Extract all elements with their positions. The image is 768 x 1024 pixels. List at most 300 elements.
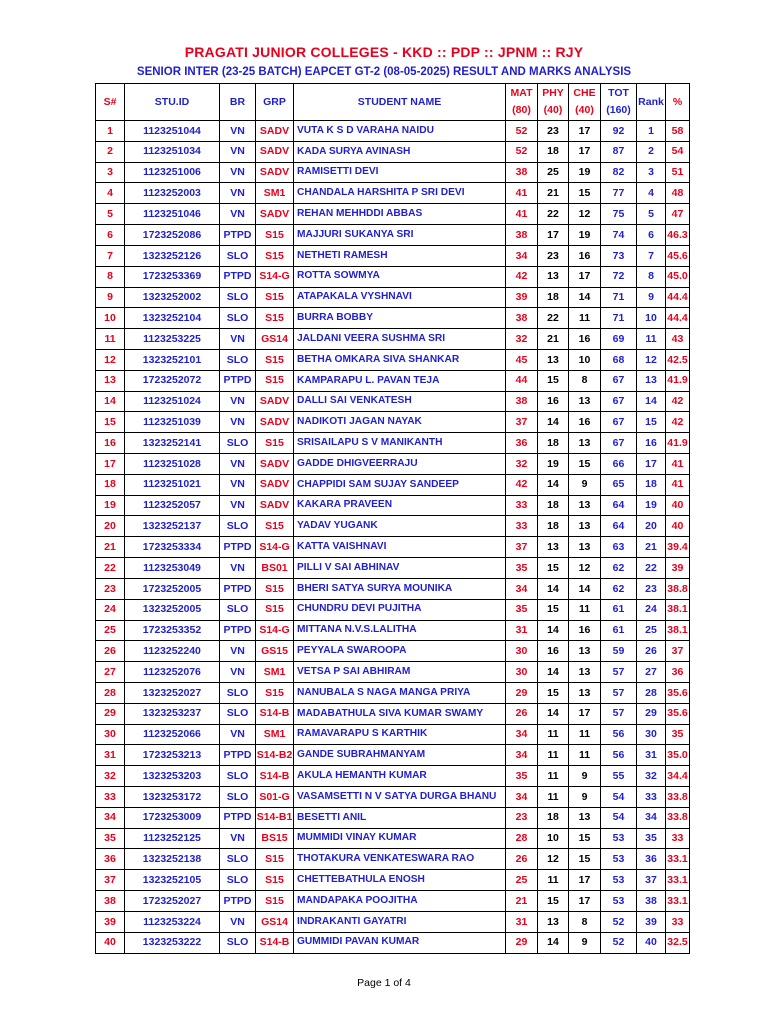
table-row — [96, 537, 690, 558]
cell-tot: 73 — [601, 245, 637, 266]
cell-tot: 71 — [601, 308, 637, 329]
col-header-grp: GRP — [256, 84, 294, 121]
cell-pct: 47 — [666, 204, 690, 225]
cell-group: GS15 — [256, 641, 294, 662]
cell-student-name: PEYYALA SWAROOPA — [294, 641, 506, 662]
cell-group: S01-G — [256, 787, 294, 808]
table-row — [96, 412, 690, 433]
cell-stuid: 1723253009 — [125, 807, 220, 828]
cell-tot: 72 — [601, 266, 637, 287]
cell-mat: 32 — [506, 329, 538, 350]
cell-phy: 11 — [538, 724, 569, 745]
table-row — [96, 516, 690, 537]
cell-sno: 26 — [96, 641, 125, 662]
cell-tot: 87 — [601, 141, 637, 162]
cell-sno: 25 — [96, 620, 125, 641]
cell-stuid: 1323253203 — [125, 766, 220, 787]
cell-sno: 9 — [96, 287, 125, 308]
cell-mat: 38 — [506, 162, 538, 183]
cell-phy: 21 — [538, 329, 569, 350]
table-row — [96, 724, 690, 745]
cell-tot: 82 — [601, 162, 637, 183]
cell-tot: 62 — [601, 578, 637, 599]
cell-mat: 28 — [506, 828, 538, 849]
cell-mat: 34 — [506, 245, 538, 266]
col-header-che-label: CHE — [573, 87, 596, 99]
cell-student-name: REHAN MEHHDDI ABBAS — [294, 204, 506, 225]
cell-rank: 16 — [637, 433, 666, 454]
cell-phy: 18 — [538, 141, 569, 162]
cell-sno: 28 — [96, 682, 125, 703]
cell-che: 16 — [569, 329, 601, 350]
cell-pct: 42.5 — [666, 349, 690, 370]
col-header-phy-max: (40) — [543, 104, 563, 116]
cell-phy: 10 — [538, 828, 569, 849]
table-row — [96, 433, 690, 454]
cell-rank: 28 — [637, 682, 666, 703]
cell-rank: 9 — [637, 287, 666, 308]
cell-phy: 18 — [538, 516, 569, 537]
cell-che: 17 — [569, 703, 601, 724]
cell-student-name: VASAMSETTI N V SATYA DURGA BHANU — [294, 787, 506, 808]
cell-pct: 45.0 — [666, 266, 690, 287]
col-header-tot-label: TOT — [608, 87, 629, 99]
cell-group: SADV — [256, 391, 294, 412]
table-body — [96, 121, 690, 954]
cell-phy: 11 — [538, 787, 569, 808]
cell-phy: 18 — [538, 807, 569, 828]
cell-mat: 34 — [506, 787, 538, 808]
cell-tot: 74 — [601, 225, 637, 246]
cell-mat: 26 — [506, 703, 538, 724]
cell-mat: 37 — [506, 537, 538, 558]
cell-rank: 23 — [637, 578, 666, 599]
cell-mat: 25 — [506, 870, 538, 891]
cell-tot: 64 — [601, 516, 637, 537]
cell-student-name: CHAPPIDI SAM SUJAY SANDEEP — [294, 474, 506, 495]
cell-rank: 22 — [637, 558, 666, 579]
cell-student-name: CHETTEBATHULA ENOSH — [294, 870, 506, 891]
cell-branch: SLO — [220, 349, 256, 370]
cell-branch: VN — [220, 495, 256, 516]
cell-stuid: 1123251044 — [125, 121, 220, 142]
cell-mat: 29 — [506, 682, 538, 703]
cell-student-name: VUTA K S D VARAHA NAIDU — [294, 121, 506, 142]
cell-stuid: 1723252086 — [125, 225, 220, 246]
cell-branch: SLO — [220, 703, 256, 724]
cell-group: S14-G — [256, 537, 294, 558]
cell-che: 15 — [569, 849, 601, 870]
cell-mat: 30 — [506, 662, 538, 683]
cell-phy: 15 — [538, 370, 569, 391]
cell-stuid: 1723252072 — [125, 370, 220, 391]
cell-sno: 14 — [96, 391, 125, 412]
table-row — [96, 620, 690, 641]
table-row — [96, 287, 690, 308]
cell-branch: VN — [220, 204, 256, 225]
cell-group: SM1 — [256, 662, 294, 683]
cell-student-name: MAJJURI SUKANYA SRI — [294, 225, 506, 246]
cell-pct: 35.6 — [666, 682, 690, 703]
cell-branch: VN — [220, 662, 256, 683]
cell-rank: 15 — [637, 412, 666, 433]
cell-mat: 38 — [506, 308, 538, 329]
cell-student-name: MUMMIDI VINAY KUMAR — [294, 828, 506, 849]
cell-stuid: 1123252125 — [125, 828, 220, 849]
cell-che: 10 — [569, 349, 601, 370]
col-header-name: STUDENT NAME — [294, 84, 506, 121]
cell-mat: 42 — [506, 474, 538, 495]
cell-che: 8 — [569, 370, 601, 391]
cell-sno: 6 — [96, 225, 125, 246]
cell-pct: 33.1 — [666, 849, 690, 870]
cell-student-name: GUMMIDI PAVAN KUMAR — [294, 932, 506, 953]
cell-branch: SLO — [220, 308, 256, 329]
cell-phy: 25 — [538, 162, 569, 183]
cell-group: S15 — [256, 370, 294, 391]
col-header-che — [569, 84, 601, 121]
cell-pct: 44.4 — [666, 287, 690, 308]
cell-che: 9 — [569, 474, 601, 495]
cell-rank: 10 — [637, 308, 666, 329]
table-row — [96, 141, 690, 162]
cell-branch: SLO — [220, 433, 256, 454]
table-row — [96, 578, 690, 599]
cell-group: S15 — [256, 891, 294, 912]
cell-che: 17 — [569, 891, 601, 912]
cell-stuid: 1323252027 — [125, 682, 220, 703]
cell-che: 17 — [569, 266, 601, 287]
cell-pct: 32.5 — [666, 932, 690, 953]
cell-sno: 3 — [96, 162, 125, 183]
cell-che: 14 — [569, 287, 601, 308]
cell-sno: 31 — [96, 745, 125, 766]
cell-rank: 30 — [637, 724, 666, 745]
cell-stuid: 1323252137 — [125, 516, 220, 537]
cell-branch: PTPD — [220, 745, 256, 766]
table-header — [96, 84, 690, 121]
cell-student-name: PILLI V SAI ABHINAV — [294, 558, 506, 579]
cell-sno: 30 — [96, 724, 125, 745]
cell-pct: 37 — [666, 641, 690, 662]
table-row — [96, 932, 690, 953]
cell-stuid: 1723253369 — [125, 266, 220, 287]
cell-mat: 37 — [506, 412, 538, 433]
table-row — [96, 662, 690, 683]
cell-che: 16 — [569, 412, 601, 433]
cell-phy: 13 — [538, 911, 569, 932]
cell-che: 19 — [569, 225, 601, 246]
cell-sno: 27 — [96, 662, 125, 683]
cell-phy: 14 — [538, 578, 569, 599]
cell-branch: VN — [220, 162, 256, 183]
cell-stuid: 1123253049 — [125, 558, 220, 579]
cell-che: 13 — [569, 641, 601, 662]
cell-mat: 34 — [506, 724, 538, 745]
cell-pct: 34.4 — [666, 766, 690, 787]
cell-rank: 8 — [637, 266, 666, 287]
cell-che: 16 — [569, 620, 601, 641]
cell-che: 13 — [569, 662, 601, 683]
cell-stuid: 1323252141 — [125, 433, 220, 454]
col-header-mat-label: MAT — [510, 87, 533, 99]
table-row — [96, 162, 690, 183]
cell-sno: 7 — [96, 245, 125, 266]
cell-stuid: 1323253172 — [125, 787, 220, 808]
cell-sno: 13 — [96, 370, 125, 391]
cell-group: GS14 — [256, 911, 294, 932]
cell-pct: 33.8 — [666, 807, 690, 828]
cell-tot: 53 — [601, 891, 637, 912]
cell-rank: 26 — [637, 641, 666, 662]
cell-branch: VN — [220, 141, 256, 162]
cell-tot: 57 — [601, 682, 637, 703]
cell-group: GS14 — [256, 329, 294, 350]
cell-phy: 16 — [538, 391, 569, 412]
cell-rank: 36 — [637, 849, 666, 870]
cell-rank: 12 — [637, 349, 666, 370]
cell-mat: 26 — [506, 849, 538, 870]
cell-phy: 14 — [538, 474, 569, 495]
cell-phy: 17 — [538, 225, 569, 246]
cell-group: SADV — [256, 454, 294, 475]
cell-pct: 38.1 — [666, 620, 690, 641]
cell-pct: 33 — [666, 911, 690, 932]
col-header-che-max: (40) — [575, 104, 594, 116]
cell-tot: 54 — [601, 787, 637, 808]
cell-pct: 43 — [666, 329, 690, 350]
cell-che: 13 — [569, 433, 601, 454]
cell-pct: 36 — [666, 662, 690, 683]
cell-rank: 31 — [637, 745, 666, 766]
cell-tot: 68 — [601, 349, 637, 370]
cell-phy: 18 — [538, 433, 569, 454]
table-row — [96, 454, 690, 475]
cell-branch: PTPD — [220, 620, 256, 641]
cell-phy: 23 — [538, 121, 569, 142]
cell-mat: 33 — [506, 516, 538, 537]
cell-rank: 18 — [637, 474, 666, 495]
cell-mat: 38 — [506, 225, 538, 246]
cell-che: 9 — [569, 932, 601, 953]
cell-pct: 39 — [666, 558, 690, 579]
cell-student-name: CHUNDRU DEVI PUJITHA — [294, 599, 506, 620]
cell-che: 13 — [569, 391, 601, 412]
cell-branch: VN — [220, 641, 256, 662]
cell-student-name: THOTAKURA VENKATESWARA RAO — [294, 849, 506, 870]
table-row — [96, 911, 690, 932]
col-header-tot — [601, 84, 637, 121]
cell-stuid: 1723253213 — [125, 745, 220, 766]
cell-pct: 42 — [666, 412, 690, 433]
cell-stuid: 1123252076 — [125, 662, 220, 683]
cell-group: BS15 — [256, 828, 294, 849]
cell-tot: 67 — [601, 391, 637, 412]
cell-tot: 64 — [601, 495, 637, 516]
cell-pct: 41.9 — [666, 433, 690, 454]
cell-phy: 18 — [538, 495, 569, 516]
cell-rank: 7 — [637, 245, 666, 266]
cell-mat: 52 — [506, 121, 538, 142]
cell-tot: 53 — [601, 849, 637, 870]
col-header-stuid: STU.ID — [125, 84, 220, 121]
cell-phy: 14 — [538, 932, 569, 953]
cell-tot: 52 — [601, 932, 637, 953]
page-footer: Page 1 of 4 — [357, 977, 411, 989]
cell-rank: 19 — [637, 495, 666, 516]
cell-mat: 30 — [506, 641, 538, 662]
cell-tot: 53 — [601, 870, 637, 891]
cell-mat: 31 — [506, 911, 538, 932]
cell-rank: 34 — [637, 807, 666, 828]
cell-group: S14-B1 — [256, 807, 294, 828]
cell-sno: 2 — [96, 141, 125, 162]
cell-mat: 32 — [506, 454, 538, 475]
cell-sno: 23 — [96, 578, 125, 599]
cell-sno: 33 — [96, 787, 125, 808]
cell-phy: 18 — [538, 287, 569, 308]
cell-stuid: 1323252002 — [125, 287, 220, 308]
cell-stuid: 1123251021 — [125, 474, 220, 495]
cell-sno: 20 — [96, 516, 125, 537]
cell-stuid: 1123251039 — [125, 412, 220, 433]
table-row — [96, 329, 690, 350]
cell-tot: 62 — [601, 558, 637, 579]
cell-mat: 35 — [506, 599, 538, 620]
cell-tot: 71 — [601, 287, 637, 308]
cell-group: S15 — [256, 287, 294, 308]
cell-student-name: KADA SURYA AVINASH — [294, 141, 506, 162]
cell-phy: 15 — [538, 599, 569, 620]
cell-che: 15 — [569, 454, 601, 475]
table-row — [96, 703, 690, 724]
cell-tot: 55 — [601, 766, 637, 787]
cell-mat: 29 — [506, 932, 538, 953]
cell-group: S15 — [256, 682, 294, 703]
cell-sno: 10 — [96, 308, 125, 329]
cell-student-name: CHANDALA HARSHITA P SRI DEVI — [294, 183, 506, 204]
cell-pct: 33.1 — [666, 891, 690, 912]
cell-stuid: 1123251024 — [125, 391, 220, 412]
table-row — [96, 245, 690, 266]
cell-stuid: 1323252101 — [125, 349, 220, 370]
cell-student-name: RAMAVARAPU S KARTHIK — [294, 724, 506, 745]
cell-group: S14-B — [256, 932, 294, 953]
cell-rank: 20 — [637, 516, 666, 537]
cell-stuid: 1723253334 — [125, 537, 220, 558]
cell-tot: 57 — [601, 703, 637, 724]
cell-che: 19 — [569, 162, 601, 183]
cell-sno: 8 — [96, 266, 125, 287]
cell-tot: 52 — [601, 911, 637, 932]
cell-che: 9 — [569, 766, 601, 787]
cell-student-name: GANDE SUBRAHMANYAM — [294, 745, 506, 766]
cell-rank: 13 — [637, 370, 666, 391]
col-header-phy — [538, 84, 569, 121]
cell-group: SM1 — [256, 724, 294, 745]
cell-che: 15 — [569, 183, 601, 204]
cell-branch: PTPD — [220, 225, 256, 246]
cell-rank: 4 — [637, 183, 666, 204]
cell-rank: 29 — [637, 703, 666, 724]
cell-group: S14-B — [256, 766, 294, 787]
table-row — [96, 121, 690, 142]
cell-tot: 59 — [601, 641, 637, 662]
cell-rank: 25 — [637, 620, 666, 641]
table-row — [96, 599, 690, 620]
cell-phy: 13 — [538, 349, 569, 370]
cell-phy: 19 — [538, 454, 569, 475]
cell-branch: VN — [220, 329, 256, 350]
cell-student-name: NANUBALA S NAGA MANGA PRIYA — [294, 682, 506, 703]
cell-student-name: DALLI SAI VENKATESH — [294, 391, 506, 412]
cell-branch: PTPD — [220, 578, 256, 599]
cell-branch: PTPD — [220, 266, 256, 287]
table-row — [96, 266, 690, 287]
cell-tot: 75 — [601, 204, 637, 225]
cell-sno: 16 — [96, 433, 125, 454]
cell-branch: SLO — [220, 682, 256, 703]
cell-sno: 36 — [96, 849, 125, 870]
cell-mat: 42 — [506, 266, 538, 287]
cell-sno: 34 — [96, 807, 125, 828]
cell-stuid: 1123251046 — [125, 204, 220, 225]
cell-mat: 34 — [506, 745, 538, 766]
cell-phy: 15 — [538, 682, 569, 703]
cell-che: 11 — [569, 724, 601, 745]
cell-tot: 56 — [601, 724, 637, 745]
cell-phy: 14 — [538, 662, 569, 683]
cell-che: 14 — [569, 578, 601, 599]
col-header-br: BR — [220, 84, 256, 121]
cell-phy: 14 — [538, 620, 569, 641]
cell-phy: 16 — [538, 641, 569, 662]
cell-mat: 31 — [506, 620, 538, 641]
table-row — [96, 225, 690, 246]
cell-mat: 21 — [506, 891, 538, 912]
cell-phy: 15 — [538, 558, 569, 579]
table-row — [96, 870, 690, 891]
cell-stuid: 1123253224 — [125, 911, 220, 932]
cell-branch: VN — [220, 412, 256, 433]
col-header-mat — [506, 84, 538, 121]
table-row — [96, 641, 690, 662]
cell-tot: 67 — [601, 433, 637, 454]
cell-branch: SLO — [220, 599, 256, 620]
cell-pct: 48 — [666, 183, 690, 204]
cell-mat: 52 — [506, 141, 538, 162]
cell-group: SADV — [256, 121, 294, 142]
cell-pct: 33.1 — [666, 870, 690, 891]
cell-branch: VN — [220, 724, 256, 745]
table-row — [96, 558, 690, 579]
cell-sno: 39 — [96, 911, 125, 932]
table-row — [96, 682, 690, 703]
document-subtitle: SENIOR INTER (23-25 BATCH) EAPCET GT-2 (08-05-2025) RESULT AND MARKS ANALYSIS — [136, 66, 632, 78]
cell-tot: 61 — [601, 620, 637, 641]
cell-stuid: 1123253225 — [125, 329, 220, 350]
table-row — [96, 787, 690, 808]
cell-stuid: 1123252003 — [125, 183, 220, 204]
cell-phy: 22 — [538, 204, 569, 225]
cell-che: 12 — [569, 204, 601, 225]
cell-branch: SLO — [220, 870, 256, 891]
table-row — [96, 308, 690, 329]
cell-student-name: ROTTA SOWMYA — [294, 266, 506, 287]
cell-student-name: JALDANI VEERA SUSHMA SRI — [294, 329, 506, 350]
cell-phy: 15 — [538, 891, 569, 912]
col-header-mat-max: (80) — [512, 104, 531, 116]
